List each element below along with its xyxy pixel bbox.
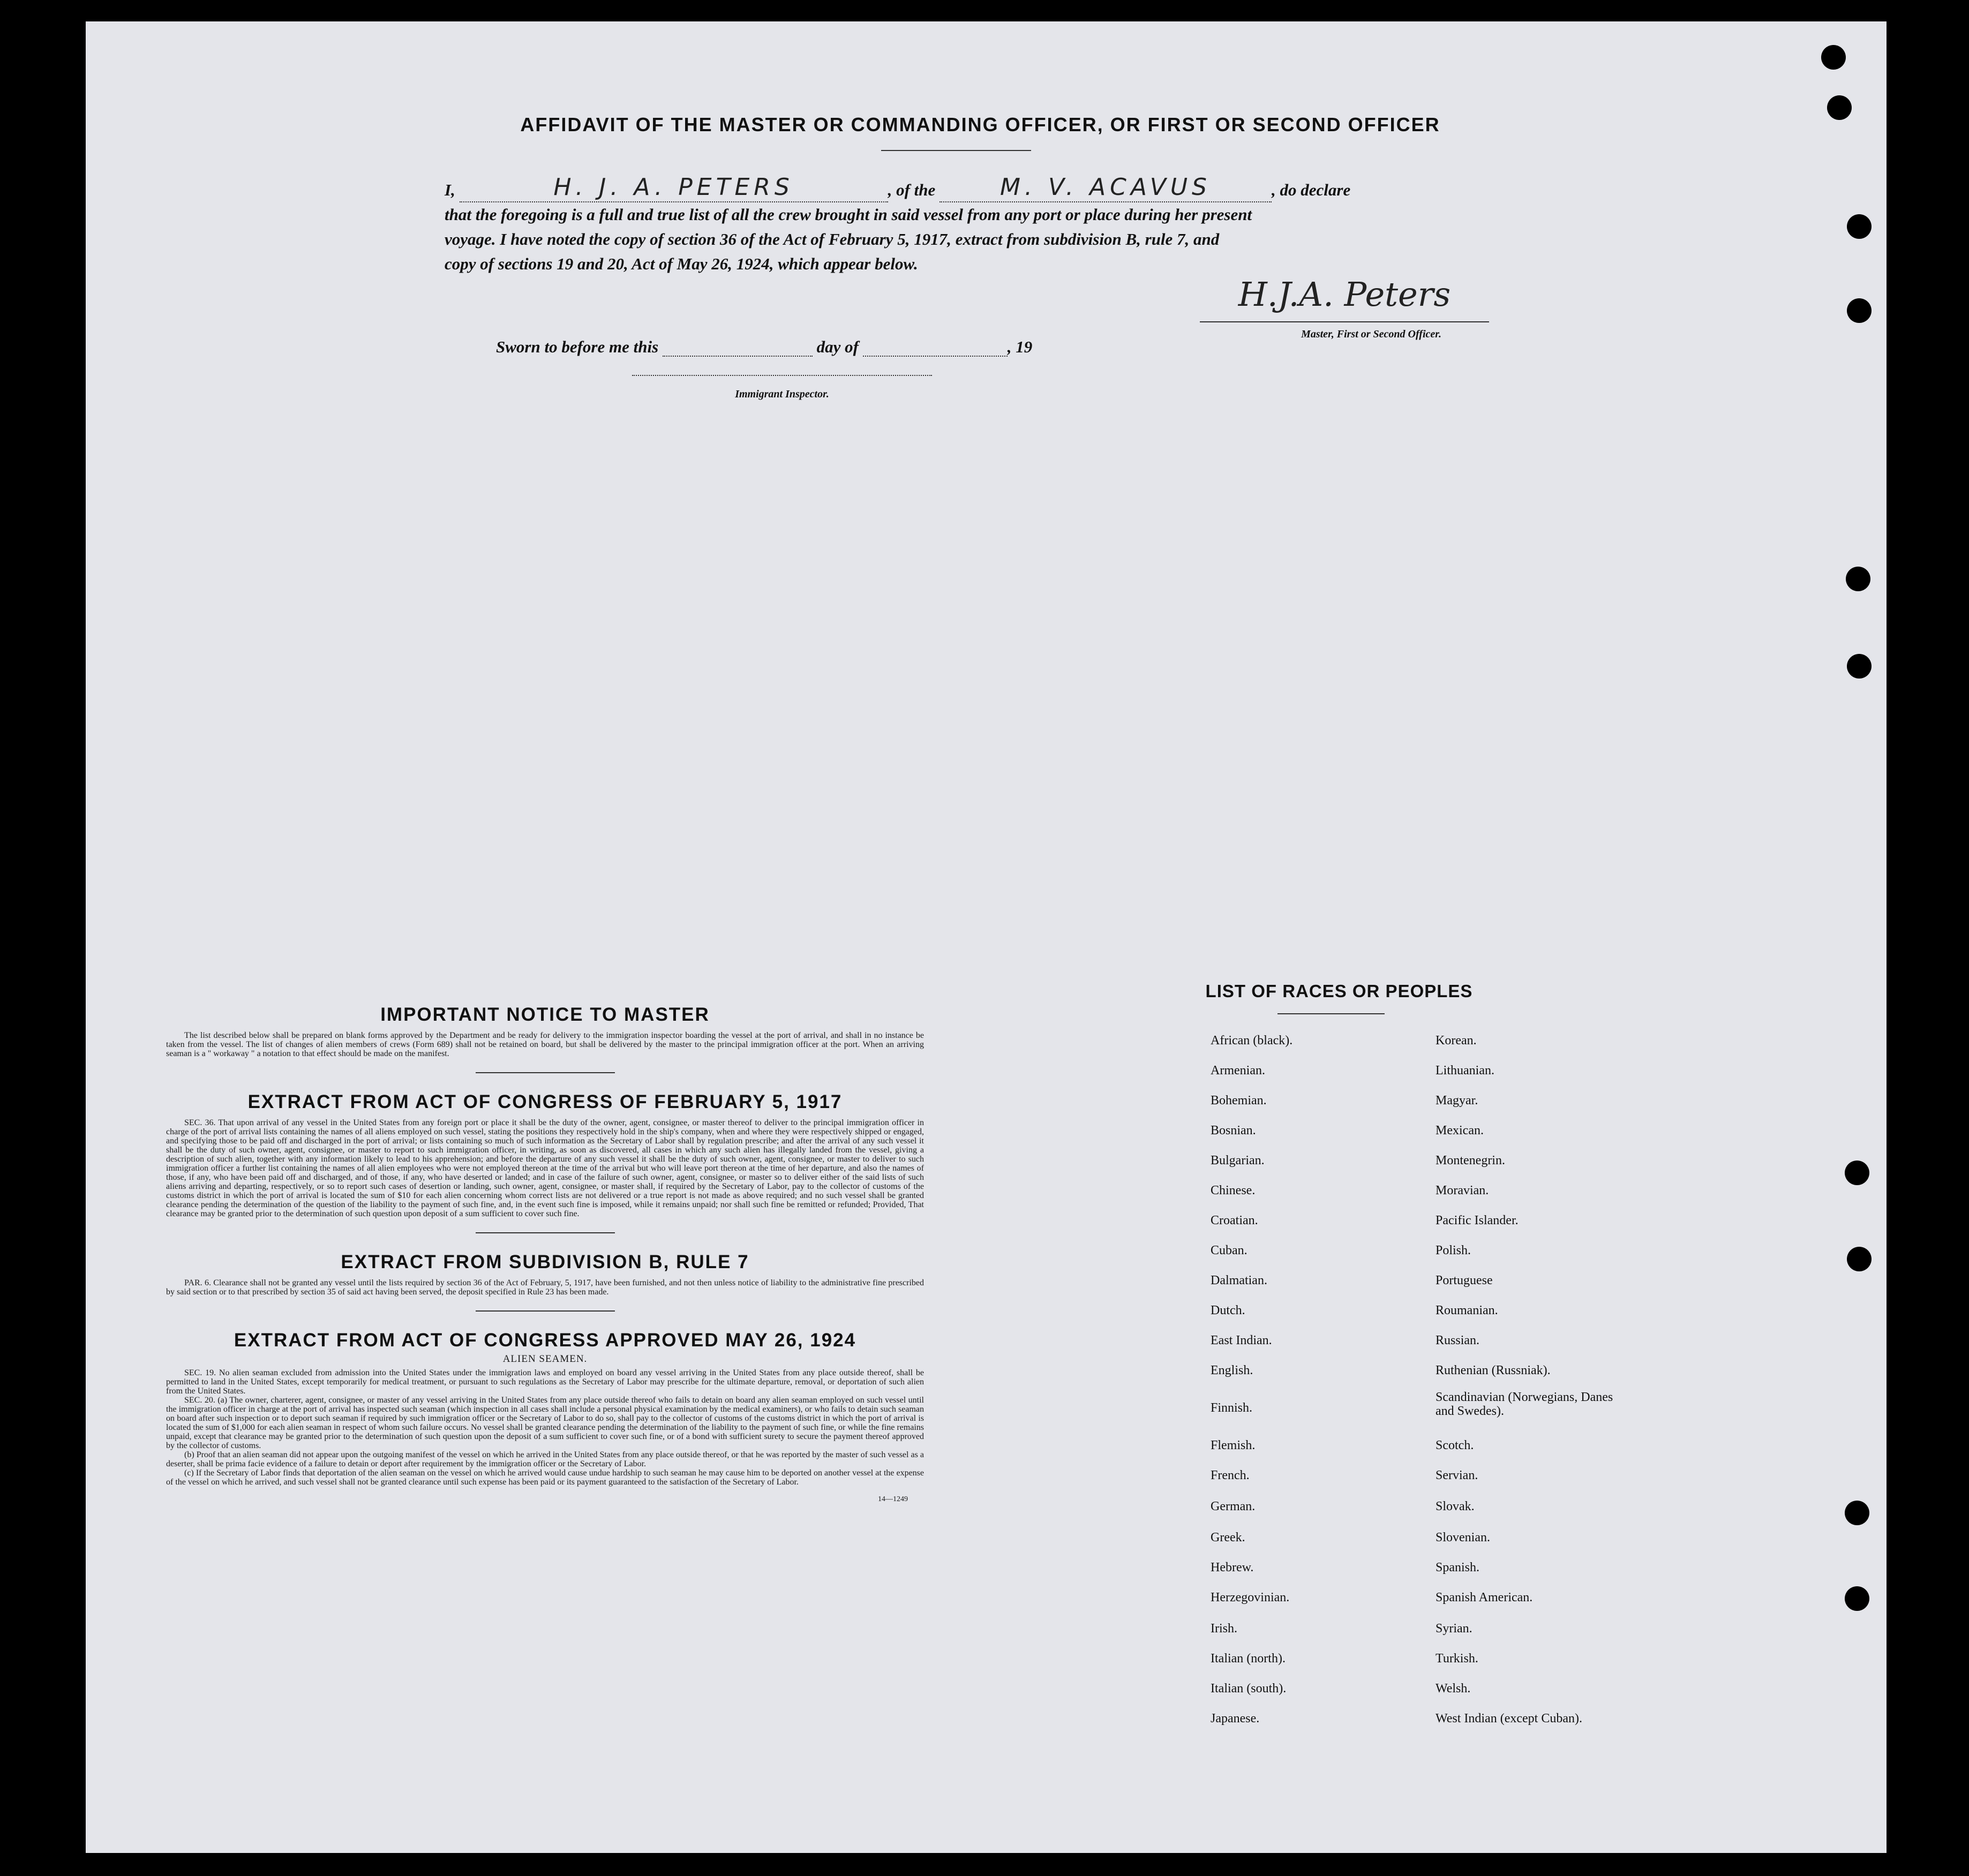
race-item: Cuban. — [1211, 1244, 1247, 1257]
of-the-label: , of the — [888, 180, 936, 199]
binder-hole — [1845, 1501, 1869, 1525]
document-page — [86, 21, 1887, 1853]
vessel-name: M. V. ACAVUS — [940, 177, 1272, 202]
race-item: Finnish. — [1211, 1401, 1253, 1415]
i-label: I, — [445, 180, 455, 199]
sec-20c: (c) If the Secretary of Labor finds that deportation of the alien seaman on the vessel on which he arrived would cause undue hardship to such seaman he may cause him to be deported on another vessel at the expense of the vessel on which he arrived, and such vessel shall not be granted clearance until such expense has been paid or its payment guaranteed to the satisfaction of the Secretary of Labor. — [166, 1468, 924, 1487]
race-item: Korean. — [1436, 1034, 1477, 1048]
day-of-label: day of — [816, 337, 859, 356]
race-item: Syrian. — [1436, 1622, 1472, 1636]
race-item: Turkish. — [1436, 1652, 1478, 1666]
extract-rule7-text: PAR. 6. Clearance shall not be granted any vessel until the lists required by section 36 of the Act of February, 5, 1917, have been furnished, and not then unless notice of liability to the administrative fine prescribed by said section or to that prescribed by section 35 of said act having been served, the deposit specified in Rule 23 has been made. — [166, 1278, 924, 1297]
race-item: Chinese. — [1211, 1184, 1256, 1197]
race-item: Portuguese — [1436, 1274, 1493, 1287]
declare-label: , do declare — [1272, 180, 1351, 199]
binder-hole — [1847, 298, 1872, 323]
race-item: Spanish American. — [1436, 1591, 1533, 1604]
race-item: Italian (south). — [1211, 1682, 1287, 1696]
race-item: Montenegrin. — [1436, 1154, 1505, 1167]
race-item: Bulgarian. — [1211, 1154, 1265, 1167]
race-item: Hebrew. — [1211, 1561, 1254, 1574]
race-item: English. — [1211, 1363, 1253, 1377]
notice-text: The list described below shall be prepared on blank forms approved by the Department and be ready for delivery to the immigration inspector boarding the vessel at the port of arrival, and shall in no instance be taken from the vessel. The list of changes of alien members of crews (Form 689) shall not be retained on board, but shall be delivered by the master to the principal immigration officer at the port. When an arriving seaman is a " workaway " a notation to that effect should be made on the manifest. — [166, 1031, 924, 1058]
race-item: Magyar. — [1436, 1094, 1478, 1107]
extract-1917-text: SEC. 36. That upon arrival of any vessel in the United States from any foreign port or place it shall be the duty of the owner, agent, consignee, or master thereof to deliver to the principal immigration officer in charge of the port of arrival lists containing the names of all aliens employed on such vessel, stating the positions they respectively hold in the ship's company, when and where they were respectively shipped or engaged, and specifying those to be paid off and discharged in the port of arrival; or lists containing so much of such information as the Secretary of Labor shall by regulation prescribe; and after the arrival of any such vessel it shall be the duty of such owner, agent, consignee, or master to report to such immigration officer, in writing, as soon as discovered, all cases in which any such alien has illegally landed from the vessel, giving a description of such alien, together with any information likely to lead to his apprehension; and before the departure of any such vessel it shall be the duty of such owner, agent, consignee, or master to deliver to such immigration officer a further list containing the names of all alien employees who were not employed thereon at the time of the arrival but who will leave port thereon at the time of her departure, and also the names of those, if any, who have been paid off and discharged, and of those, if any, who have deserted or landed; and in case of the failure of such owner, agent, consignee, or master so to deliver either of the said lists of such aliens arriving and departing, respectively, or so to report such cases of desertion or landing, such owner, agent, consignee, or master shall, if required by the Secretary of Labor, pay to the collector of customs of the customs district in which the port of arrival is located the sum of $10 for each alien concerning whom correct lists are not delivered or a true report is not made as above required; and no such vessel shall be granted clearance pending the determination of the question of the liability to the payment of such fine, and, in the event such fine is imposed, while it remains unpaid; nor shall such fine be remitted or refunded; Provided, That clearance may be granted prior to the determination of such question upon deposit of a sum sufficient to cover such fine. — [166, 1118, 924, 1218]
race-item: Servian. — [1436, 1468, 1478, 1482]
inspector-signature-line — [632, 375, 932, 376]
race-item: West Indian (except Cuban). — [1436, 1712, 1582, 1726]
race-item: East Indian. — [1211, 1333, 1272, 1347]
sec-20b: (b) Proof that an alien seaman did not appear upon the outgoing manifest of the vessel on which he arrived in the United States from any place outside thereof, or that he was reported by the master of such vessel as a deserter, shall be prima facie evidence of a failure to detain or deport after requirement by the immigration officer or the Secretary of Labor. — [166, 1450, 924, 1468]
extract-rule7-title: EXTRACT FROM SUBDIVISION B, RULE 7 — [341, 1252, 749, 1272]
notice-title: IMPORTANT NOTICE TO MASTER — [380, 1004, 710, 1025]
race-item: Scotch. — [1436, 1438, 1474, 1452]
race-item: Lithuanian. — [1436, 1064, 1494, 1078]
sec-19: SEC. 19. No alien seaman excluded from admission into the United States under the immigration laws and employed on board any vessel arriving in the United States from any place outside thereof, shall be permitted to land in the United States, except temporarily for medical treatment, or pursuant to such regulations as the Secretary of Labor may prescribe for the ultimate departure, removal, or deportation of such alien from the United States. — [166, 1368, 924, 1396]
extract-1924-text — [166, 1368, 924, 1487]
race-item: Welsh. — [1436, 1682, 1471, 1696]
signature-caption: Master, First or Second Officer. — [1301, 328, 1441, 340]
race-item: Mexican. — [1436, 1124, 1484, 1137]
year-prefix: , 19 — [1007, 337, 1033, 356]
race-item: Japanese. — [1211, 1712, 1260, 1726]
binder-hole — [1847, 654, 1872, 679]
master-signature: H.J.A. Peters — [1200, 273, 1489, 322]
race-item: Moravian. — [1436, 1184, 1489, 1197]
race-item: Pacific Islander. — [1436, 1214, 1519, 1227]
binder-hole — [1845, 1586, 1869, 1611]
title-divider — [881, 150, 1031, 151]
binder-hole — [1845, 1161, 1869, 1185]
race-item: Polish. — [1436, 1244, 1471, 1257]
inspector-caption: Immigrant Inspector. — [735, 388, 829, 400]
race-item: African (black). — [1211, 1034, 1293, 1048]
section-divider — [476, 1072, 615, 1073]
binder-hole — [1847, 1247, 1872, 1271]
race-item: Scandinavian (Norwegians, Danes and Swedes). — [1436, 1390, 1613, 1418]
sworn-day-field — [663, 340, 813, 357]
race-item: Spanish. — [1436, 1561, 1480, 1574]
race-item: Bosnian. — [1211, 1124, 1256, 1137]
races-title: LIST OF RACES OR PEOPLES — [1205, 981, 1473, 1001]
extract-1924-title: EXTRACT FROM ACT OF CONGRESS APPROVED MAY 26, 1924 — [234, 1330, 856, 1351]
declaration — [445, 174, 1548, 276]
race-item: Roumanian. — [1436, 1304, 1498, 1317]
sec-20a: SEC. 20. (a) The owner, charterer, agent, consignee, or master of any vessel arriving in the United States from any place outside thereof who fails to detain on board any alien seaman employed on such vessel until the immigration officer in charge at the port of arrival has inspected such seaman (which inspection in all cases shall include a personal physical examination by the medical examiners), or who fails to detain such seaman on board after such inspection or to deport such seaman if required by such immigration officer or the Secretary of Labor to do so, shall pay to the collector of customs of the customs district in which the port of arrival is located the sum of $1,000 for each alien seaman in respect of whom such failure occurs. No vessel shall be granted clearance pending the determination of the liability to the payment of such fine, or while the fine remains unpaid, except that clearance may be granted prior to the determination of such question upon the deposit of a sum sufficient to cover such fine, or of a bond with sufficient surety to secure the payment thereof approved by the collector of customs. — [166, 1396, 924, 1450]
declaration-line-2: that the foregoing is a full and true list of all the crew brought in said vessel from any port or place during her present — [445, 205, 1252, 224]
race-item: Herzegovinian. — [1211, 1591, 1290, 1604]
form-number: 14—1249 — [878, 1495, 908, 1503]
race-item: Bohemian. — [1211, 1094, 1267, 1107]
race-item: Flemish. — [1211, 1438, 1256, 1452]
race-item: Irish. — [1211, 1622, 1237, 1636]
sworn-prefix: Sworn to before me this — [496, 337, 659, 356]
race-item: French. — [1211, 1468, 1250, 1482]
binder-hole — [1847, 214, 1872, 239]
race-item: Slovak. — [1436, 1500, 1475, 1513]
race-item: German. — [1211, 1500, 1256, 1513]
races-divider — [1277, 1013, 1385, 1014]
section-divider — [476, 1232, 615, 1233]
declaration-line-1 — [445, 174, 1548, 202]
notice-column — [166, 1004, 924, 1504]
race-item: Armenian. — [1211, 1064, 1265, 1078]
race-item: Greek. — [1211, 1531, 1245, 1545]
binder-hole — [1821, 45, 1846, 70]
race-item: Russian. — [1436, 1333, 1480, 1347]
race-item: Croatian. — [1211, 1214, 1258, 1227]
binder-hole — [1846, 567, 1870, 591]
sworn-month-field — [863, 340, 1008, 357]
sworn-line — [496, 337, 1032, 357]
affidavit-title: AFFIDAVIT OF THE MASTER OR COMMANDING OFFICER, OR FIRST OR SECOND OFFICER — [520, 114, 1440, 135]
race-item: Dutch. — [1211, 1304, 1245, 1317]
race-item: Italian (north). — [1211, 1652, 1286, 1666]
race-item: Ruthenian (Russniak). — [1436, 1363, 1551, 1377]
extract-1924-subtitle: ALIEN SEAMEN. — [502, 1353, 588, 1365]
officer-name: H. J. A. PETERS — [460, 177, 888, 202]
race-item: Slovenian. — [1436, 1531, 1490, 1545]
section-divider — [476, 1310, 615, 1312]
extract-1917-title: EXTRACT FROM ACT OF CONGRESS OF FEBRUARY 5, 1917 — [247, 1091, 843, 1112]
declaration-line-4: copy of sections 19 and 20, Act of May 26, 1924, which appear below. — [445, 254, 918, 273]
declaration-line-3: voyage. I have noted the copy of section 36 of the Act of February 5, 1917, extract from subdivision B, rule 7, and — [445, 230, 1220, 248]
race-item: Dalmatian. — [1211, 1274, 1267, 1287]
